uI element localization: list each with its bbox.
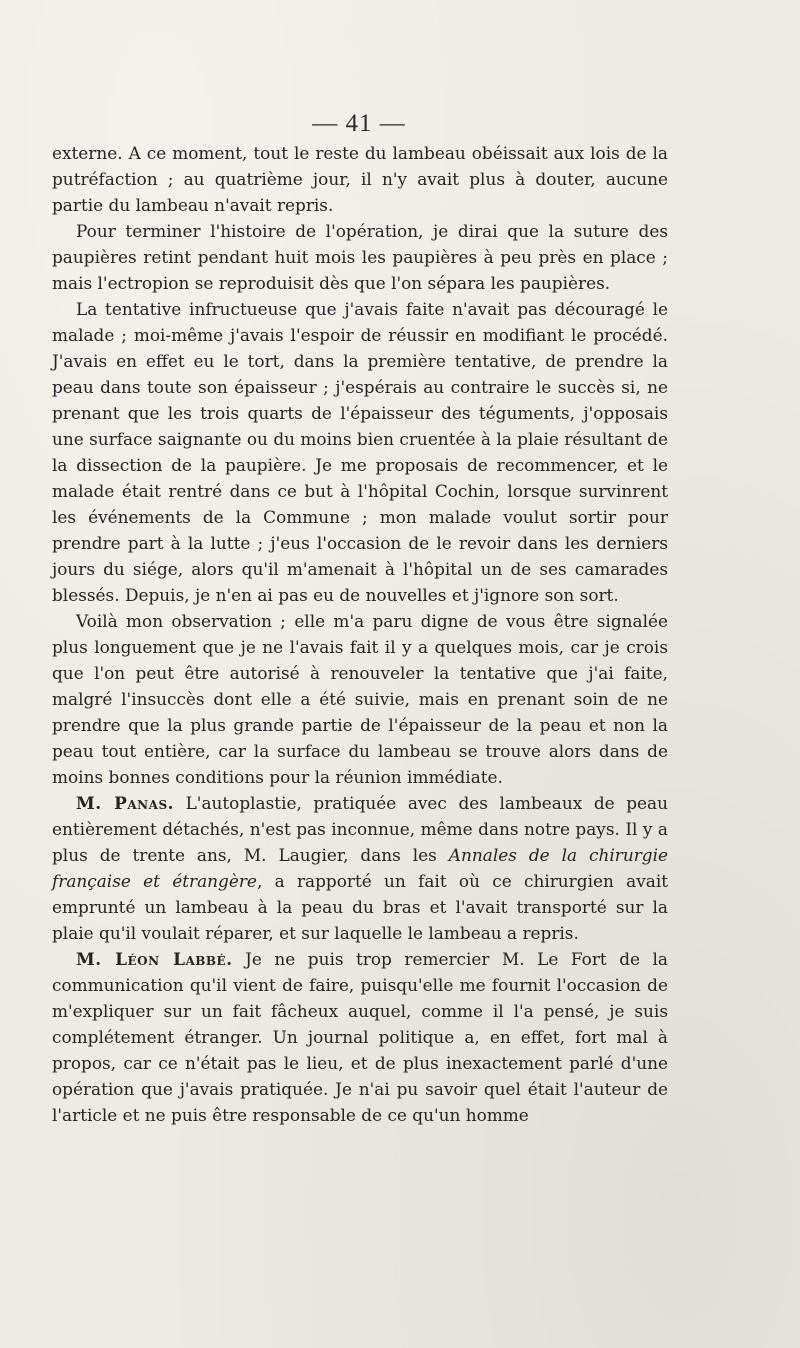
page-number: — 41 — bbox=[312, 110, 406, 137]
speaker-panas: M. Panas. bbox=[76, 793, 174, 813]
panas-text-after: , a rapporté un fait où ce chirurgien avait emprunté un lambeau à la peau du bras et l'avait transporté sur la plaie qu'il voulait réparer, et sur laquelle le lambeau a repris. bbox=[52, 871, 669, 943]
paragraph-labbe bbox=[52, 946, 668, 1128]
paragraph-failed-attempt: La tentative infructueuse que j'avais faite n'avait pas découragé le malade ; moi-même j'avais l'espoir de réussir en modifiant le procédé. J'avais en effet eu le tort, dans la première tentative, de prendre la peau dans toute son épaisseur ; j'espérais au contraire le succès si, ne prenant que les trois quarts de l'épaisseur des téguments, j'opposais une surface saignante ou du moins bien cruentée à la plaie résultant de la dissection de la paupière. Je me proposais de recommencer, et le malade était rentré dans ce but à l'hôpital Cochin, lorsque survinrent les événements de la Commune ; mon malade voulut sortir pour prendre part à la lutte ; j'eus l'occasion de le revoir dans les derniers jours du siége, alors qu'il m'amenait à l'hôpital un de ses camarades blessés. Depuis, je n'en ai pas eu de nouvelles et j'ignore son sort. bbox=[52, 299, 668, 605]
labbe-text: Je ne puis trop remercier M. Le Fort de la communication qu'il vient de faire, puisqu'elle me fournit l'occasion de m'expliquer sur un fait fâcheux auquel, comme il l'a pensé, je suis complétement étranger. Un journal politique a, en effet, fort mal à propos, car ce n'était pas le lieu, et de plus inexactement parlé d'une opération que j'avais pratiquée. Je n'ai pu savoir quel était l'auteur de l'article et ne puis être responsable de ce qu'un homme bbox=[52, 949, 668, 1125]
paragraph-operation-history: Pour terminer l'histoire de l'opération, je dirai que la suture des paupières retint pendant huit mois les paupières à peu près en place ; mais l'ectropion se reproduisit dès que l'on sépara les paupières. bbox=[52, 221, 668, 293]
speaker-labbe: M. Léon Labbé. bbox=[76, 949, 233, 969]
journal-title: Annales de la chirurgie française et étrangère bbox=[52, 845, 668, 891]
paragraph-panas bbox=[52, 790, 668, 946]
body-text bbox=[52, 140, 668, 1128]
paragraph-observation: Voilà mon observation ; elle m'a paru digne de vous être signalée plus longuement que je ne l'avais fait il y a quelques mois, car je crois que l'on peut être autorisé à renouveler la tentative que j'ai faite, malgré l'insuccès dont elle a été suivie, mais en prenant soin de ne prendre que la plus grande partie de l'épaisseur de la peau et non la peau tout entière, car la surface du lambeau se trouve alors dans de moins bonnes conditions pour la réunion immédiate. bbox=[52, 611, 668, 787]
paragraph-continuation: externe. A ce moment, tout le reste du lambeau obéissait aux lois de la putréfaction ; au quatrième jour, il n'y avait plus à douter, aucune partie du lambeau n'avait repris. bbox=[52, 143, 668, 215]
panas-text-before: L'autoplastie, pratiquée avec des lambeaux de peau entièrement détachés, n'est pas inconnue, même dans notre pays. Il y a plus de trente ans, M. Laugier, dans les bbox=[52, 793, 668, 865]
